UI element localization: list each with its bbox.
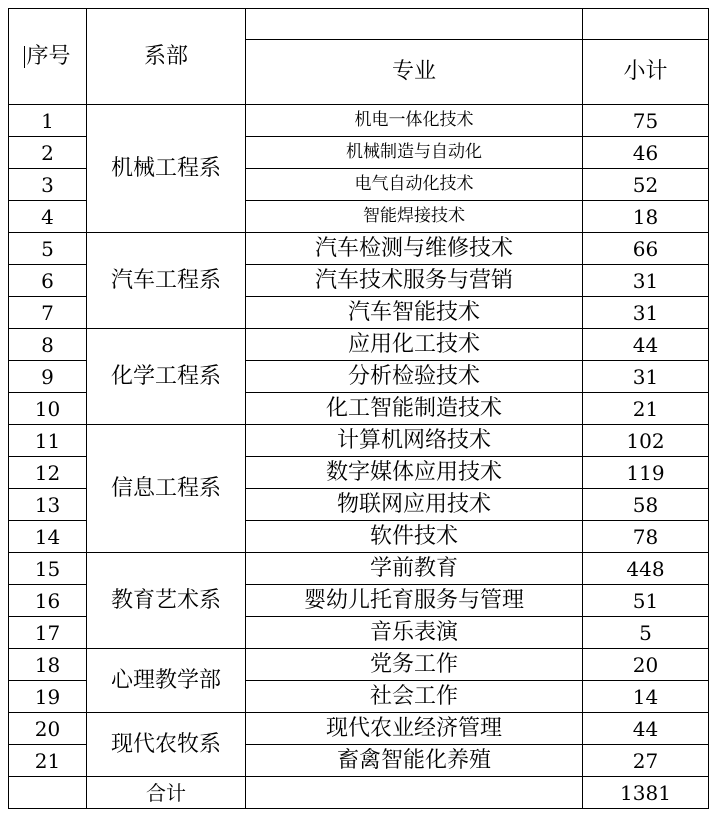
table-row xyxy=(9,329,709,361)
dept-name: 汽车工程系 xyxy=(87,233,246,329)
major-name: 电气自动化技术 xyxy=(246,169,583,201)
major-name: 婴幼儿托育服务与管理 xyxy=(246,585,583,617)
major-name: 畜禽智能化养殖 xyxy=(246,745,583,777)
header-major: 专业 xyxy=(246,40,583,105)
dept-name: 现代农牧系 xyxy=(87,713,246,777)
major-name: 物联网应用技术 xyxy=(246,489,583,521)
table-row xyxy=(9,425,709,457)
major-count: 102 xyxy=(583,425,709,457)
row-number: 18 xyxy=(9,649,87,681)
major-count: 31 xyxy=(583,361,709,393)
total-blank-cell xyxy=(9,777,87,809)
major-count: 78 xyxy=(583,521,709,553)
row-number: 6 xyxy=(9,265,87,297)
major-name: 党务工作 xyxy=(246,649,583,681)
row-number: 8 xyxy=(9,329,87,361)
table-row xyxy=(9,649,709,681)
table-body xyxy=(9,9,709,809)
dept-name: 机械工程系 xyxy=(87,105,246,233)
major-count: 44 xyxy=(583,713,709,745)
row-number: 12 xyxy=(9,457,87,489)
row-number: 11 xyxy=(9,425,87,457)
major-count: 31 xyxy=(583,297,709,329)
header-seq-cell[interactable] xyxy=(9,9,87,105)
row-number: 10 xyxy=(9,393,87,425)
table-row xyxy=(9,105,709,137)
major-name: 数字媒体应用技术 xyxy=(246,457,583,489)
major-count: 18 xyxy=(583,201,709,233)
major-count: 119 xyxy=(583,457,709,489)
major-name: 学前教育 xyxy=(246,553,583,585)
major-name: 现代农业经济管理 xyxy=(246,713,583,745)
major-count: 14 xyxy=(583,681,709,713)
header-subtotal: 小计 xyxy=(583,40,709,105)
header-blank-cell xyxy=(246,9,583,40)
major-count: 66 xyxy=(583,233,709,265)
row-number: 4 xyxy=(9,201,87,233)
major-name: 社会工作 xyxy=(246,681,583,713)
row-number: 3 xyxy=(9,169,87,201)
row-number: 1 xyxy=(9,105,87,137)
major-name: 汽车智能技术 xyxy=(246,297,583,329)
major-name: 汽车技术服务与营销 xyxy=(246,265,583,297)
major-name: 计算机网络技术 xyxy=(246,425,583,457)
major-count: 52 xyxy=(583,169,709,201)
major-name: 机械制造与自动化 xyxy=(246,137,583,169)
total-value: 1381 xyxy=(583,777,709,809)
total-blank-cell xyxy=(246,777,583,809)
table-row xyxy=(9,713,709,745)
major-count: 27 xyxy=(583,745,709,777)
dept-name: 信息工程系 xyxy=(87,425,246,553)
row-number: 16 xyxy=(9,585,87,617)
header-row-top xyxy=(9,9,709,40)
dept-name: 心理教学部 xyxy=(87,649,246,713)
total-label: 合计 xyxy=(87,777,246,809)
header-seq: 序号 xyxy=(26,43,71,69)
major-name: 音乐表演 xyxy=(246,617,583,649)
total-row xyxy=(9,777,709,809)
major-name: 化工智能制造技术 xyxy=(246,393,583,425)
row-number: 19 xyxy=(9,681,87,713)
major-count: 21 xyxy=(583,393,709,425)
major-count: 58 xyxy=(583,489,709,521)
major-count: 46 xyxy=(583,137,709,169)
major-name: 机电一体化技术 xyxy=(246,105,583,137)
major-count: 5 xyxy=(583,617,709,649)
major-count: 75 xyxy=(583,105,709,137)
row-number: 21 xyxy=(9,745,87,777)
major-name: 分析检验技术 xyxy=(246,361,583,393)
row-number: 15 xyxy=(9,553,87,585)
major-name: 智能焊接技术 xyxy=(246,201,583,233)
major-count: 44 xyxy=(583,329,709,361)
row-number: 5 xyxy=(9,233,87,265)
major-count: 31 xyxy=(583,265,709,297)
major-name: 软件技术 xyxy=(246,521,583,553)
major-name: 汽车检测与维修技术 xyxy=(246,233,583,265)
major-count: 51 xyxy=(583,585,709,617)
row-number: 17 xyxy=(9,617,87,649)
table-row xyxy=(9,553,709,585)
row-number: 2 xyxy=(9,137,87,169)
header-dept: 系部 xyxy=(87,9,246,105)
row-number: 13 xyxy=(9,489,87,521)
row-number: 7 xyxy=(9,297,87,329)
dept-name: 教育艺术系 xyxy=(87,553,246,649)
dept-name: 化学工程系 xyxy=(87,329,246,425)
header-blank-cell xyxy=(583,9,709,40)
table-row xyxy=(9,233,709,265)
row-number: 20 xyxy=(9,713,87,745)
major-count: 20 xyxy=(583,649,709,681)
major-name: 应用化工技术 xyxy=(246,329,583,361)
major-count: 448 xyxy=(583,553,709,585)
enrollment-table xyxy=(8,8,709,809)
row-number: 14 xyxy=(9,521,87,553)
row-number: 9 xyxy=(9,361,87,393)
